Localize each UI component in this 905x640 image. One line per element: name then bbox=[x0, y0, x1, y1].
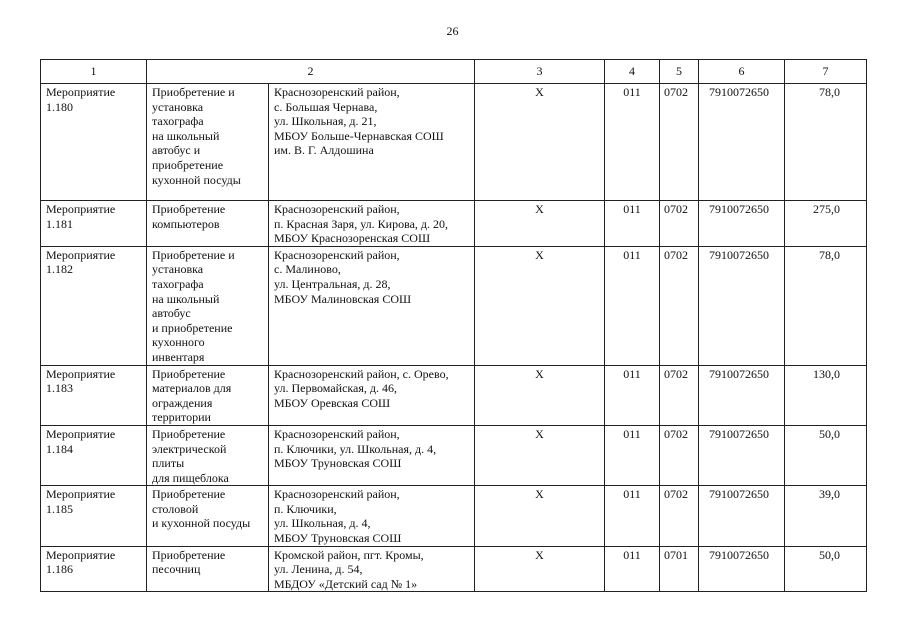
col5-cell: 0702 bbox=[660, 425, 699, 485]
col7-cell: 78,0 bbox=[785, 84, 867, 201]
col4-cell: 011 bbox=[605, 84, 660, 201]
table-row bbox=[41, 365, 867, 425]
col7-cell: 78,0 bbox=[785, 246, 867, 365]
address-cell: Краснозоренский район, с. Орево, ул. Первомайская, д. 46, МБОУ Оревская СОШ bbox=[269, 365, 475, 425]
header-col-6: 6 bbox=[699, 60, 785, 84]
header-col-4: 4 bbox=[605, 60, 660, 84]
col4-cell: 011 bbox=[605, 425, 660, 485]
event-cell: Мероприятие 1.182 bbox=[41, 246, 147, 365]
header-row bbox=[41, 60, 867, 84]
address-cell: Краснозоренский район, с. Большая Чернава, ул. Школьная, д. 21, МБОУ Больше-Чернавская СОШ им. В. Г. Алдошина bbox=[269, 84, 475, 201]
col6-cell: 7910072650 bbox=[699, 84, 785, 201]
event-cell: Мероприятие 1.184 bbox=[41, 425, 147, 485]
address-cell: Краснозоренский район, с. Малиново, ул. Центральная, д. 28, МБОУ Малиновская СОШ bbox=[269, 246, 475, 365]
col4-cell: 011 bbox=[605, 486, 660, 546]
table-row bbox=[41, 546, 867, 592]
event-cell: Мероприятие 1.181 bbox=[41, 201, 147, 247]
col6-cell: 7910072650 bbox=[699, 365, 785, 425]
col6-cell: 7910072650 bbox=[699, 425, 785, 485]
table-row bbox=[41, 425, 867, 485]
col5-cell: 0702 bbox=[660, 201, 699, 247]
name-cell: Приобретение песочниц bbox=[147, 546, 269, 592]
col6-cell: 7910072650 bbox=[699, 546, 785, 592]
col7-cell: 50,0 bbox=[785, 425, 867, 485]
name-cell: Приобретение электрической плиты для пищеблока bbox=[147, 425, 269, 485]
table-row bbox=[41, 246, 867, 365]
col5-cell: 0702 bbox=[660, 84, 699, 201]
col7-cell: 39,0 bbox=[785, 486, 867, 546]
col5-cell: 0702 bbox=[660, 365, 699, 425]
col3-cell: X bbox=[475, 546, 605, 592]
event-cell: Мероприятие 1.185 bbox=[41, 486, 147, 546]
page-number: 26 bbox=[446, 24, 459, 38]
table-row bbox=[41, 84, 867, 201]
header-col-1: 1 bbox=[41, 60, 147, 84]
name-cell: Приобретение и установка тахографа на школьный автобус и приобретение кухонной посуды bbox=[147, 84, 269, 201]
name-cell: Приобретение материалов для ограждения территории bbox=[147, 365, 269, 425]
col3-cell: X bbox=[475, 201, 605, 247]
col6-cell: 7910072650 bbox=[699, 486, 785, 546]
name-cell: Приобретение столовой и кухонной посуды bbox=[147, 486, 269, 546]
col4-cell: 011 bbox=[605, 546, 660, 592]
header-col-2: 2 bbox=[147, 60, 475, 84]
col5-cell: 0702 bbox=[660, 246, 699, 365]
col5-cell: 0701 bbox=[660, 546, 699, 592]
address-cell: Краснозоренский район, п. Ключики, ул. Школьная, д. 4, МБОУ Труновская СОШ bbox=[269, 486, 475, 546]
event-cell: Мероприятие 1.180 bbox=[41, 84, 147, 201]
col3-cell: X bbox=[475, 365, 605, 425]
name-cell: Приобретение и установка тахографа на школьный автобус и приобретение кухонного инвентаря bbox=[147, 246, 269, 365]
budget-table bbox=[40, 59, 867, 592]
col4-cell: 011 bbox=[605, 365, 660, 425]
event-cell: Мероприятие 1.186 bbox=[41, 546, 147, 592]
col4-cell: 011 bbox=[605, 201, 660, 247]
col3-cell: X bbox=[475, 486, 605, 546]
col3-cell: X bbox=[475, 84, 605, 201]
table-row bbox=[41, 486, 867, 546]
col5-cell: 0702 bbox=[660, 486, 699, 546]
col6-cell: 7910072650 bbox=[699, 246, 785, 365]
address-cell: Кромской район, пгт. Кромы, ул. Ленина, д. 54, МБДОУ «Детский сад № 1» bbox=[269, 546, 475, 592]
col6-cell: 7910072650 bbox=[699, 201, 785, 247]
col3-cell: X bbox=[475, 246, 605, 365]
address-cell: Краснозоренский район, п. Красная Заря, ул. Кирова, д. 20, МБОУ Краснозоренская СОШ bbox=[269, 201, 475, 247]
header-col-5: 5 bbox=[660, 60, 699, 84]
col4-cell: 011 bbox=[605, 246, 660, 365]
header-col-7: 7 bbox=[785, 60, 867, 84]
col7-cell: 275,0 bbox=[785, 201, 867, 247]
event-cell: Мероприятие 1.183 bbox=[41, 365, 147, 425]
col7-cell: 130,0 bbox=[785, 365, 867, 425]
col7-cell: 50,0 bbox=[785, 546, 867, 592]
name-cell: Приобретение компьютеров bbox=[147, 201, 269, 247]
col3-cell: X bbox=[475, 425, 605, 485]
address-cell: Краснозоренский район, п. Ключики, ул. Школьная, д. 4, МБОУ Труновская СОШ bbox=[269, 425, 475, 485]
header-col-3: 3 bbox=[475, 60, 605, 84]
table-row bbox=[41, 201, 867, 247]
